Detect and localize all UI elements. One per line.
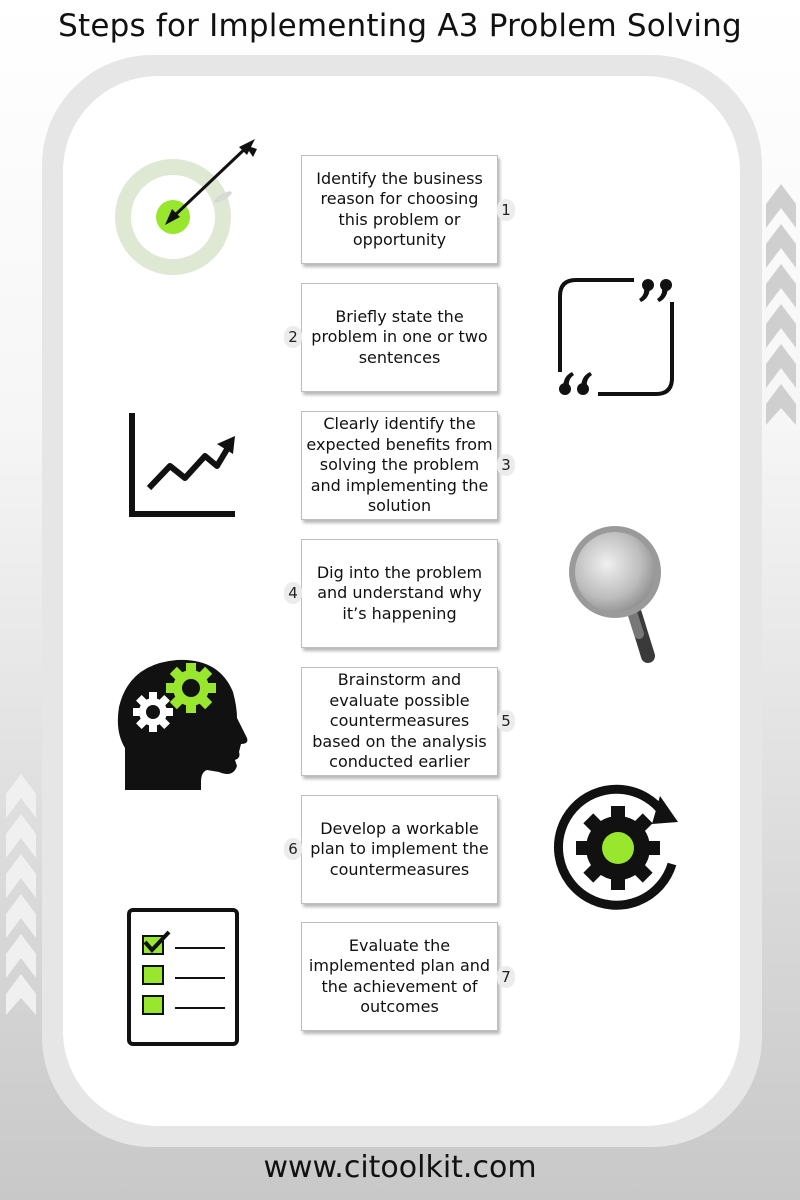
page-title: Steps for Implementing A3 Problem Solving [58, 8, 742, 44]
step-text: Clearly identify the expected benefits from solving the problem and implementing the solution [306, 414, 493, 516]
step-box-7 [301, 922, 498, 1031]
step-box-2 [301, 283, 498, 392]
step-text: Dig into the problem and understand why it’s happening [316, 562, 483, 623]
left-chevron-strip [6, 772, 36, 1017]
right-chevron-strip [766, 182, 796, 427]
step-box-1 [301, 155, 498, 264]
step-text: Identify the business reason for choosing this problem or opportunity [316, 168, 483, 249]
step-text: Develop a workable plan to implement the countermeasures [310, 818, 489, 879]
head-gears-icon [115, 652, 250, 794]
checklist-icon [125, 906, 243, 1048]
step-number-7: 7 [497, 966, 515, 988]
step-box-6 [301, 795, 498, 904]
step-text: Briefly state the problem in one or two sentences [311, 306, 488, 367]
step-number-2: 2 [284, 326, 302, 348]
step-number-5: 5 [497, 710, 515, 732]
step-number-6: 6 [284, 838, 302, 860]
step-number-3: 3 [497, 454, 515, 476]
target-arrow-icon [105, 135, 265, 285]
trend-chart-icon [125, 408, 240, 523]
step-text: Evaluate the implemented plan and the achievement of outcomes [308, 935, 491, 1016]
step-number-1: 1 [497, 199, 515, 221]
step-box-5 [301, 667, 498, 776]
footer-url: www.citoolkit.com [263, 1150, 537, 1185]
magnifier-icon [565, 522, 675, 667]
quote-frame-icon [552, 272, 682, 402]
gear-cycle-icon [552, 784, 682, 914]
step-box-4 [301, 539, 498, 648]
step-text: Brainstorm and evaluate possible countermeasures based on the analysis conducted earlier [312, 670, 487, 772]
step-box-3 [301, 411, 498, 520]
step-number-4: 4 [284, 582, 302, 604]
